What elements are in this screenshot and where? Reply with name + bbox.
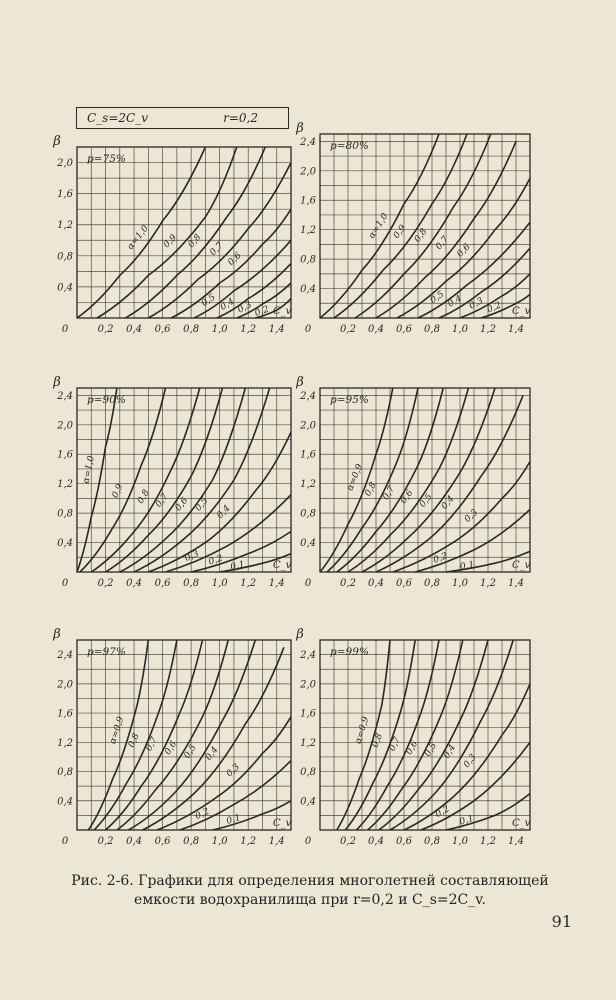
x-tick-label: 1,2 xyxy=(240,836,257,847)
series-label: 0,8 xyxy=(370,732,386,750)
x-tick-label: 1,0 xyxy=(452,836,468,847)
x-axis-label: C_v xyxy=(273,306,292,317)
series-label: 0,1 xyxy=(459,560,476,573)
y-tick-label: 0,4 xyxy=(57,282,73,294)
series-label: α=0,9 xyxy=(353,715,372,746)
x-tick-label: 0,6 xyxy=(396,324,412,335)
x-tick-label: 1,4 xyxy=(268,836,285,847)
x-tick-label: 1,0 xyxy=(452,324,468,335)
x-tick-label: 0,4 xyxy=(126,836,143,847)
x-tick-label: 0,6 xyxy=(396,836,412,847)
series-label: 0,5 xyxy=(182,743,199,761)
x-tick-label: 0,4 xyxy=(126,324,143,335)
x-tick-label: 1,4 xyxy=(268,324,285,335)
series-label: 0,6 xyxy=(173,495,191,514)
series-label: α=1,0 xyxy=(81,455,97,485)
series-label: 0,7 xyxy=(154,492,171,510)
x-tick-label: 0,8 xyxy=(183,836,200,847)
x-axis-label: C_v xyxy=(512,306,531,317)
series-label: 0,1 xyxy=(229,559,246,573)
x-tick-label: 1,0 xyxy=(211,836,228,847)
x-tick-label: 0,8 xyxy=(424,578,440,589)
y-tick-label: 2,4 xyxy=(57,390,73,402)
x-tick-label: 1,2 xyxy=(240,324,257,335)
y-tick-label: 2,0 xyxy=(57,420,73,432)
x-tick-label: 0,6 xyxy=(154,836,171,847)
y-tick-label: 0,4 xyxy=(57,538,73,550)
chart-title: p=90% xyxy=(87,394,126,406)
series-label: 0,9 xyxy=(161,232,180,251)
series-label: 0,3 xyxy=(467,296,486,312)
x-tick-label: 0,2 xyxy=(340,324,356,335)
cs-parameter: C_s=2C_v xyxy=(87,111,148,125)
y-tick-label: 1,6 xyxy=(57,708,73,720)
series-label: 0,7 xyxy=(208,240,226,258)
series-label: 0,8 xyxy=(126,732,142,750)
series-label: 0,3 xyxy=(236,299,254,316)
y-tick-label: 0,8 xyxy=(57,251,73,263)
x-tick-label: 0,2 xyxy=(97,836,114,847)
series-label: 0,6 xyxy=(455,242,473,260)
y-tick-label: 1,6 xyxy=(300,195,316,207)
x-tick-label: 1,4 xyxy=(508,836,524,847)
y-tick-label: 2,0 xyxy=(300,420,316,432)
x-tick-label: 1,0 xyxy=(452,578,468,589)
parameter-box xyxy=(76,107,289,129)
series-label: 0,4 xyxy=(218,296,237,313)
series-label: α=1,0 xyxy=(367,211,391,241)
x-tick-label: 1,2 xyxy=(480,836,496,847)
series-label: 0,1 xyxy=(225,812,243,827)
x-tick-label: 1,4 xyxy=(268,578,285,589)
y-tick-label: 1,2 xyxy=(300,225,316,237)
x-tick-label: 0,2 xyxy=(340,836,356,847)
series-label: 0,2 xyxy=(207,553,225,568)
series-label: 0,8 xyxy=(363,480,379,499)
series-label: 0,3 xyxy=(224,762,243,780)
page-number: 91 xyxy=(551,912,572,931)
y-axis-label: β xyxy=(296,121,304,136)
y-tick-label: 0,4 xyxy=(57,796,73,808)
series-label: α=0,9 xyxy=(108,715,127,746)
series-curve xyxy=(91,388,199,572)
chart-title: p=75% xyxy=(87,153,126,165)
series-label: 0,7 xyxy=(434,234,451,253)
y-tick-label: 0,8 xyxy=(300,508,316,520)
series-label: 0,2 xyxy=(253,304,271,319)
chart-1 xyxy=(52,134,291,335)
y-axis-label: β xyxy=(53,134,61,149)
x-tick-label: 0 xyxy=(61,836,69,847)
series-label: 0,6 xyxy=(226,250,244,268)
series-label: α=0,9 xyxy=(345,462,366,493)
chart-title: p=95% xyxy=(330,394,369,406)
series-label: 0,2 xyxy=(193,806,212,822)
series-label: 0,7 xyxy=(381,484,398,503)
chart-4 xyxy=(295,375,530,589)
x-tick-label: 0 xyxy=(61,578,69,589)
x-tick-label: 0,8 xyxy=(183,578,200,589)
x-tick-label: 0,8 xyxy=(424,324,440,335)
series-label: 0,4 xyxy=(439,494,457,512)
series-label: 0,1 xyxy=(458,813,476,828)
y-tick-label: 2,4 xyxy=(300,650,316,662)
r-parameter: r=0,2 xyxy=(223,111,258,125)
y-axis-label: β xyxy=(296,375,304,390)
x-tick-label: 0,6 xyxy=(396,578,412,589)
x-tick-label: 1,2 xyxy=(240,578,257,589)
chart-title: p=99% xyxy=(330,646,369,658)
x-tick-label: 0,6 xyxy=(154,578,171,589)
chart-title: p=80% xyxy=(330,140,369,152)
caption-line-2: емкости водохранилища при r=0,2 и C_s=2C_v. xyxy=(134,892,486,908)
series-label: 0,4 xyxy=(215,503,233,521)
x-tick-label: 1,2 xyxy=(480,578,496,589)
y-tick-label: 2,0 xyxy=(57,158,73,170)
x-tick-label: 1,4 xyxy=(508,324,524,335)
y-tick-label: 2,0 xyxy=(300,679,316,691)
y-tick-label: 0,4 xyxy=(300,796,316,808)
y-tick-label: 0,4 xyxy=(300,538,316,550)
series-label: 0,3 xyxy=(462,507,481,525)
y-tick-label: 2,0 xyxy=(300,166,316,178)
series-label: 0,4 xyxy=(442,743,459,761)
series-label: 0,8 xyxy=(135,488,152,506)
series-label: 0,5 xyxy=(423,741,439,759)
series-label: 0,2 xyxy=(434,804,452,821)
series-label: 0,6 xyxy=(404,739,421,757)
series-label: 0,7 xyxy=(144,735,160,754)
series-label: 0,5 xyxy=(428,289,447,306)
x-tick-label: 1,0 xyxy=(211,324,228,335)
y-tick-label: 1,6 xyxy=(300,449,316,461)
series-label: 0,5 xyxy=(417,492,435,510)
y-tick-label: 1,2 xyxy=(57,737,73,749)
y-tick-label: 1,6 xyxy=(57,189,73,201)
plot-frame xyxy=(77,388,291,572)
series-label: 0,7 xyxy=(387,735,403,753)
series-label: 0,4 xyxy=(446,293,464,310)
chart-6 xyxy=(295,627,530,847)
series-label: 0,9 xyxy=(110,482,126,500)
x-tick-label: 0,2 xyxy=(97,578,114,589)
x-tick-label: 0,4 xyxy=(126,578,143,589)
x-tick-label: 0,4 xyxy=(368,578,384,589)
y-tick-label: 1,2 xyxy=(57,220,73,232)
series-label: 0,5 xyxy=(200,292,218,309)
x-tick-label: 0 xyxy=(304,324,312,335)
y-tick-label: 1,2 xyxy=(300,737,316,749)
y-tick-label: 1,6 xyxy=(300,708,316,720)
x-tick-label: 0,2 xyxy=(97,324,114,335)
y-axis-label: β xyxy=(53,627,61,642)
x-tick-label: 1,0 xyxy=(211,578,228,589)
chart-5 xyxy=(52,627,291,847)
x-axis-label: C_v xyxy=(273,818,292,829)
series-label: 0,6 xyxy=(398,488,416,506)
series-label: 0,9 xyxy=(391,223,409,241)
y-tick-label: 0,4 xyxy=(300,284,316,296)
series-label: 0,6 xyxy=(163,739,180,757)
x-tick-label: 0 xyxy=(304,836,312,847)
x-tick-label: 0 xyxy=(61,324,69,335)
series-label: 0,2 xyxy=(485,300,503,316)
x-tick-label: 0,8 xyxy=(183,324,200,335)
y-tick-label: 2,4 xyxy=(57,650,73,662)
x-tick-label: 0,4 xyxy=(368,836,384,847)
y-tick-label: 0,8 xyxy=(57,767,73,779)
y-tick-label: 0,8 xyxy=(300,767,316,779)
y-tick-label: 1,6 xyxy=(57,449,73,461)
series-label: 0,8 xyxy=(186,232,204,251)
series-label: 0,3 xyxy=(183,549,201,564)
series-label: 0,3 xyxy=(461,752,479,770)
chart-3 xyxy=(52,375,291,589)
y-tick-label: 1,2 xyxy=(300,479,316,491)
series-label: 0,5 xyxy=(193,495,211,514)
x-tick-label: 0,6 xyxy=(154,324,171,335)
y-tick-label: 2,4 xyxy=(300,136,316,148)
y-tick-label: 0,8 xyxy=(300,254,316,266)
series-curve xyxy=(128,640,255,830)
series-label: 0,8 xyxy=(412,227,430,245)
x-axis-label: C_v xyxy=(512,560,531,571)
chart-2 xyxy=(295,121,530,335)
x-tick-label: 1,2 xyxy=(480,324,496,335)
x-tick-label: 0 xyxy=(304,578,312,589)
x-axis-label: C_v xyxy=(273,560,292,571)
series-label: α=1,0 xyxy=(125,223,151,252)
y-tick-label: 0,8 xyxy=(57,508,73,520)
x-tick-label: 1,4 xyxy=(508,578,524,589)
y-axis-label: β xyxy=(53,375,61,390)
caption-line-1: Рис. 2-6. Графики для определения многолетней составляющей xyxy=(71,873,549,889)
y-tick-label: 2,4 xyxy=(300,390,316,402)
x-tick-label: 0,2 xyxy=(340,578,356,589)
x-tick-label: 0,4 xyxy=(368,324,384,335)
x-tick-label: 0,8 xyxy=(424,836,440,847)
y-tick-label: 1,2 xyxy=(57,479,73,491)
x-axis-label: C_v xyxy=(512,818,531,829)
chart-title: p=97% xyxy=(87,646,126,658)
series-label: 0,4 xyxy=(204,745,221,763)
series-label: 0,2 xyxy=(432,551,450,566)
y-axis-label: β xyxy=(296,627,304,642)
y-tick-label: 2,0 xyxy=(57,679,73,691)
figure-caption xyxy=(40,872,580,910)
